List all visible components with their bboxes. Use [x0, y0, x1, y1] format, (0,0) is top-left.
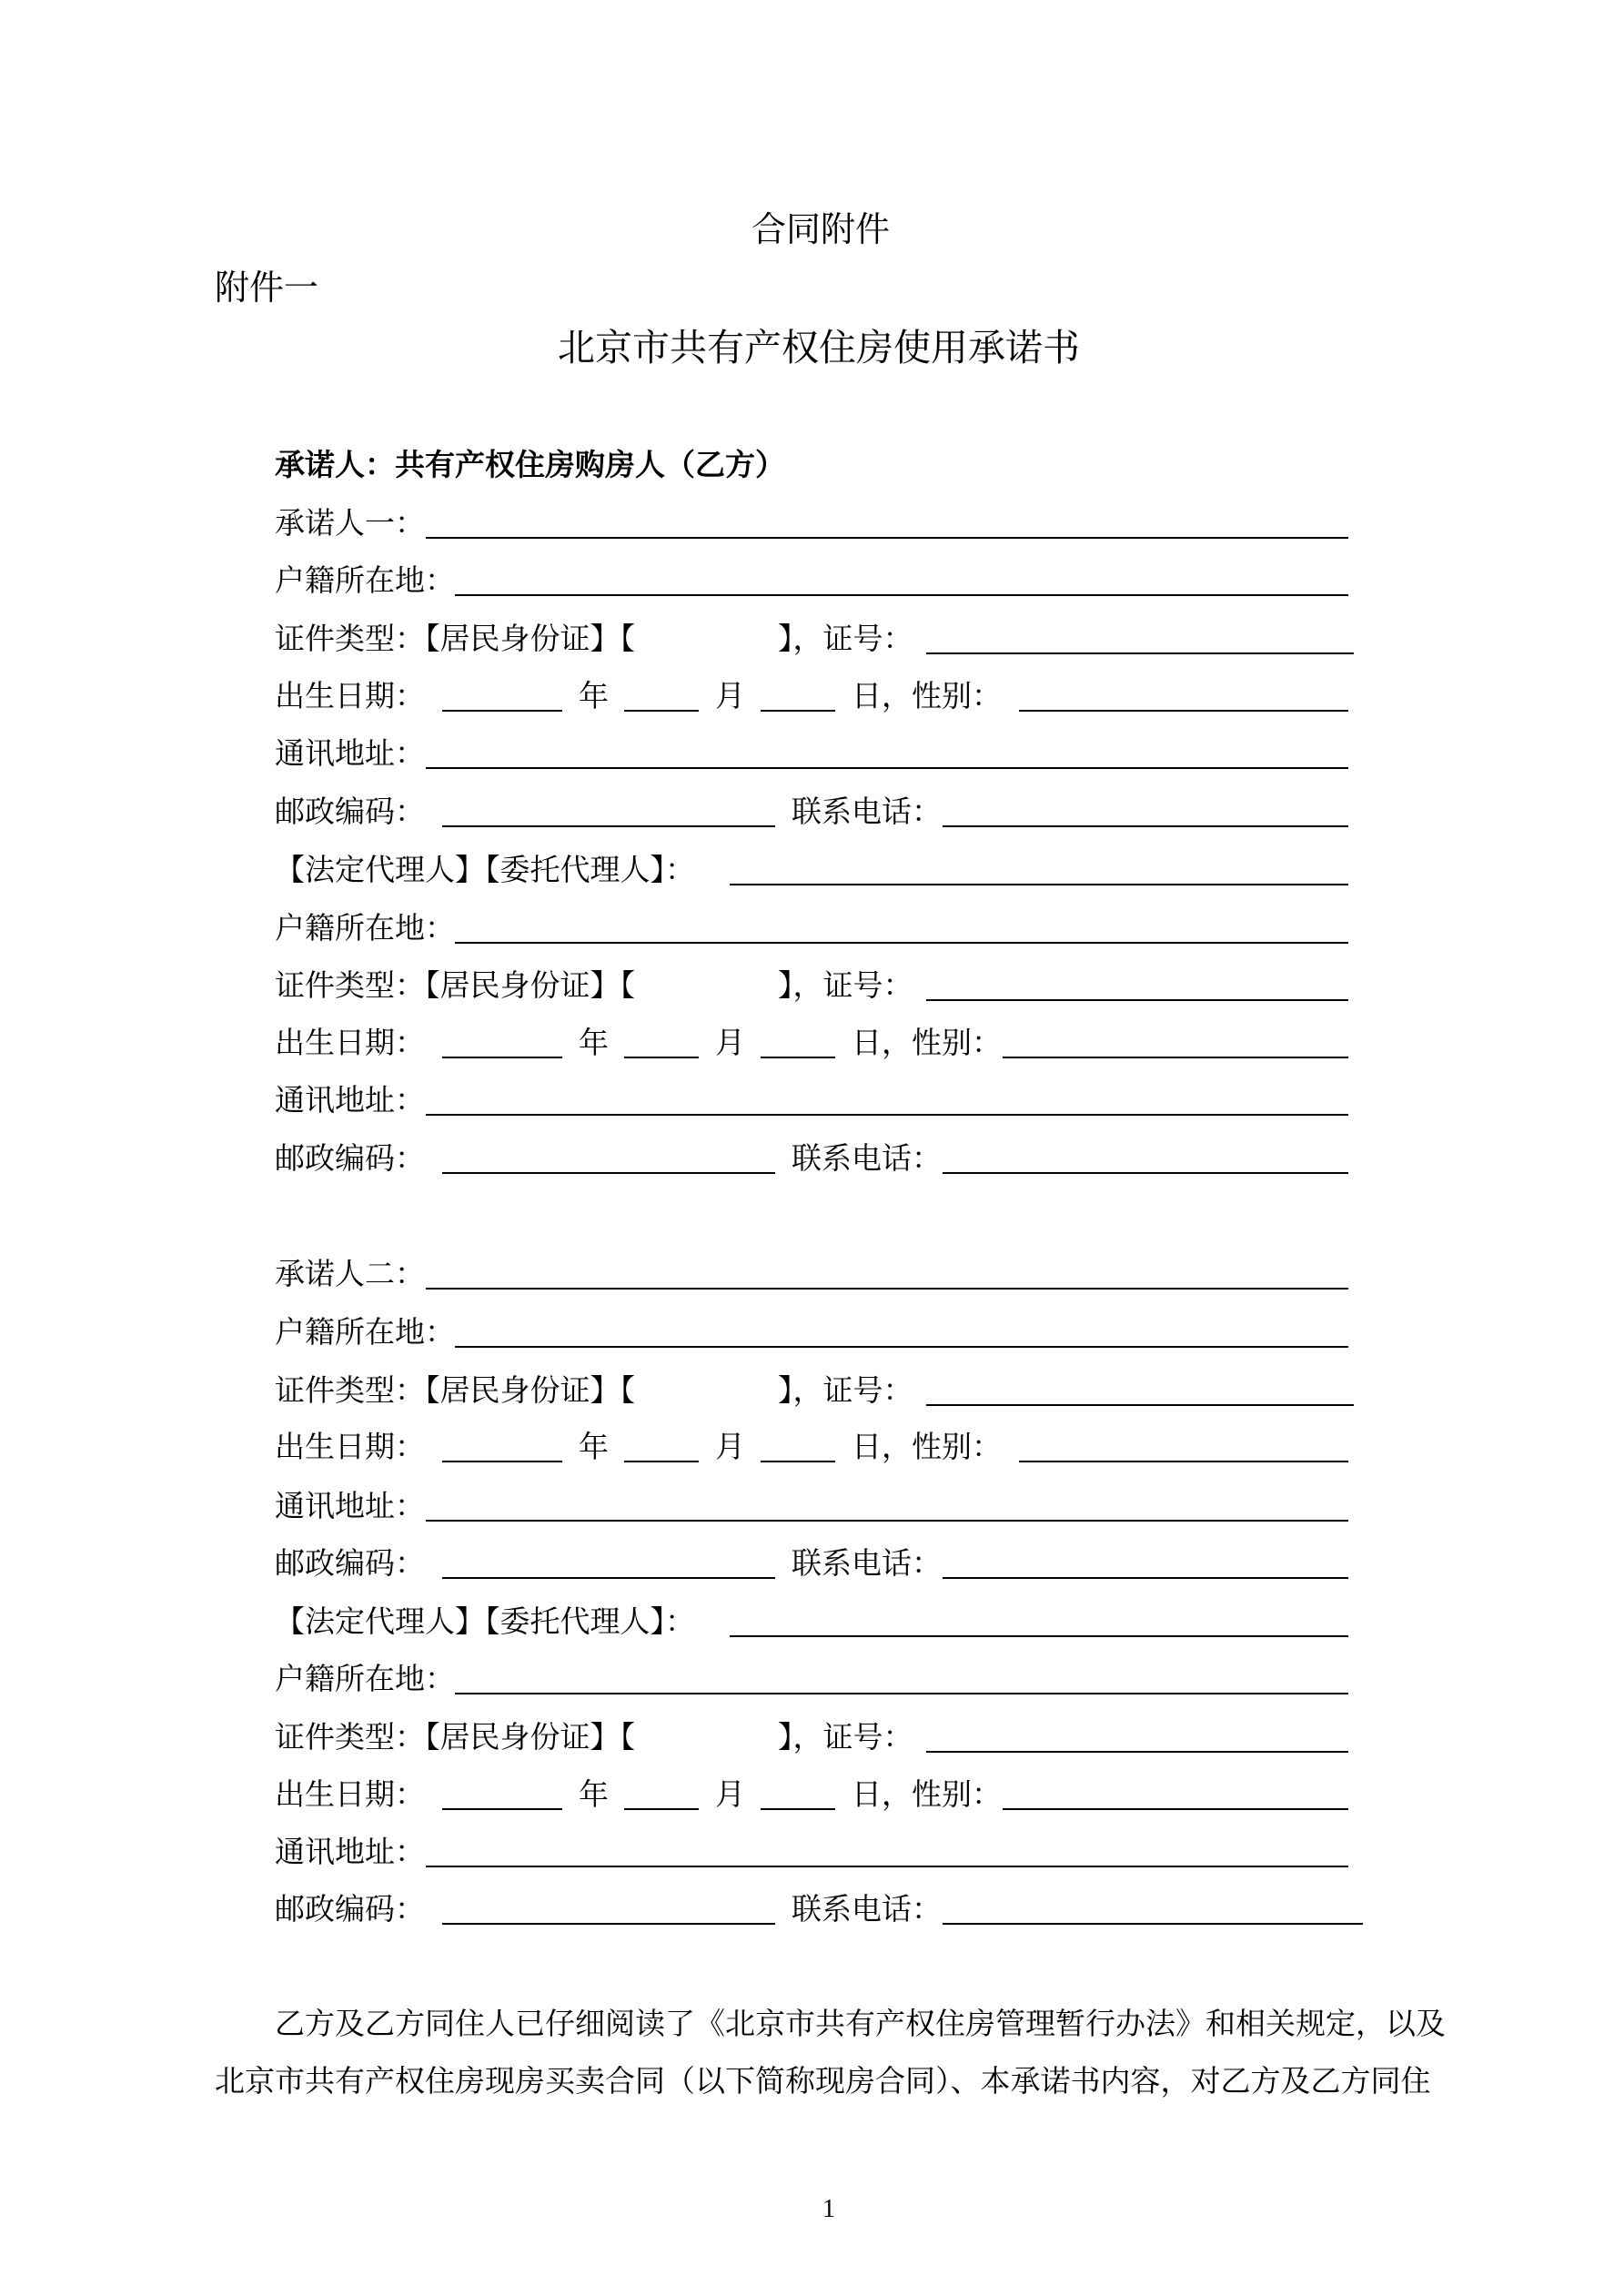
- promisor-one-birth-day-field[interactable]: [761, 710, 835, 712]
- promisor-two-id-number-field[interactable]: [926, 1404, 1354, 1406]
- promisor-heading: 承诺人：共有产权住房购房人（乙方）: [275, 447, 785, 482]
- promisor-one-postcode-field[interactable]: [442, 825, 775, 827]
- promisor-one-id-type-label: 证件类型：【居民身份证】【: [275, 621, 635, 656]
- header-title: 合同附件: [751, 209, 891, 249]
- promisor-one-agent-month-unit: 月: [715, 1025, 745, 1060]
- promisor-one-gender-field[interactable]: [1019, 710, 1348, 712]
- promisor-one-label: 承诺人一：: [275, 505, 425, 541]
- promisor-two-phone-label: 联系电话：: [792, 1545, 942, 1581]
- promisor-one-agent-huji-field[interactable]: [455, 942, 1348, 944]
- promisor-two-agent-birth-label: 出生日期：: [275, 1776, 425, 1812]
- promisor-one-huji-label: 户籍所在地：: [275, 562, 455, 598]
- promisor-one-agent-huji-label: 户籍所在地：: [275, 910, 455, 946]
- promisor-one-address-field[interactable]: [426, 767, 1348, 769]
- promisor-two-agent-gender-field[interactable]: [1003, 1808, 1348, 1810]
- promisor-two-phone-field[interactable]: [943, 1577, 1348, 1579]
- promisor-two-birth-month-field[interactable]: [624, 1461, 699, 1462]
- promisor-two-huji-label: 户籍所在地：: [275, 1314, 455, 1350]
- promisor-two-agent-postcode-field[interactable]: [442, 1923, 775, 1925]
- promisor-one-agent-address-label: 通讯地址：: [275, 1082, 425, 1118]
- promisor-two-agent-label: 【法定代理人】【委托代理人】：: [275, 1603, 695, 1639]
- promisor-one-agent-label: 【法定代理人】【委托代理人】：: [275, 852, 695, 887]
- promisor-one-agent-gender-field[interactable]: [1003, 1057, 1348, 1058]
- promisor-two-agent-huji-field[interactable]: [455, 1693, 1348, 1694]
- page-number: 1: [822, 2195, 835, 2223]
- promisor-two-agent-birth-month-field[interactable]: [624, 1808, 699, 1810]
- promisor-one-phone-label: 联系电话：: [792, 794, 942, 829]
- promisor-two-address-label: 通讯地址：: [275, 1488, 425, 1523]
- promisor-one-name-field[interactable]: [426, 537, 1348, 539]
- promisor-two-birth-day-field[interactable]: [761, 1461, 835, 1462]
- promisor-two-agent-birth-day-field[interactable]: [761, 1808, 835, 1810]
- promisor-two-label: 承诺人二：: [275, 1256, 425, 1291]
- promisor-two-id-number-label: 】，证号：: [778, 1372, 913, 1408]
- promisor-two-agent-year-unit: 年: [579, 1776, 609, 1812]
- promisor-one-agent-birth-day-field[interactable]: [761, 1057, 835, 1058]
- promisor-one-agent-postcode-label: 邮政编码：: [275, 1140, 425, 1176]
- promisor-two-agent-id-number-field[interactable]: [926, 1751, 1348, 1753]
- promisor-one-agent-phone-label: 联系电话：: [792, 1140, 942, 1176]
- main-title: 北京市共有产权住房使用承诺书: [558, 326, 1080, 369]
- promisor-one-agent-gender-label: 日，性别：: [852, 1025, 1002, 1060]
- promisor-two-huji-field[interactable]: [455, 1346, 1348, 1348]
- promisor-one-address-label: 通讯地址：: [275, 735, 425, 771]
- promisor-one-gender-label: 日，性别：: [852, 678, 1002, 713]
- promisor-two-agent-postcode-label: 邮政编码：: [275, 1891, 425, 1927]
- promisor-one-birth-label: 出生日期：: [275, 678, 425, 713]
- promisor-one-agent-id-type-label: 证件类型：【居民身份证】【: [275, 967, 635, 1003]
- promisor-two-agent-address-field[interactable]: [426, 1866, 1348, 1867]
- promisor-two-year-unit: 年: [579, 1429, 609, 1464]
- promisor-two-gender-label: 日，性别：: [852, 1429, 1002, 1464]
- promisor-one-id-number-label: 】，证号：: [778, 621, 913, 656]
- promisor-two-birth-year-field[interactable]: [442, 1461, 562, 1462]
- promisor-two-agent-id-type-label: 证件类型：【居民身份证】【: [275, 1719, 635, 1755]
- promisor-one-phone-field[interactable]: [943, 825, 1348, 827]
- promisor-one-agent-year-unit: 年: [579, 1025, 609, 1060]
- promisor-two-agent-month-unit: 月: [715, 1776, 745, 1812]
- promisor-two-agent-birth-year-field[interactable]: [442, 1808, 562, 1810]
- promisor-one-agent-birth-label: 出生日期：: [275, 1025, 425, 1060]
- promisor-one-year-unit: 年: [579, 678, 609, 713]
- promisor-two-agent-gender-label: 日，性别：: [852, 1776, 1002, 1812]
- promisor-one-agent-id-number-field[interactable]: [926, 999, 1348, 1001]
- promisor-one-agent-postcode-field[interactable]: [442, 1172, 775, 1174]
- promisor-one-id-number-field[interactable]: [926, 652, 1354, 654]
- promisor-two-id-type-label: 证件类型：【居民身份证】【: [275, 1372, 635, 1408]
- promisor-two-month-unit: 月: [715, 1429, 745, 1464]
- promisor-two-gender-field[interactable]: [1019, 1461, 1348, 1462]
- promisor-one-agent-birth-month-field[interactable]: [624, 1057, 699, 1058]
- promisor-two-agent-phone-field[interactable]: [943, 1923, 1363, 1925]
- promisor-one-agent-id-number-label: 】，证号：: [778, 967, 913, 1003]
- promisor-one-birth-year-field[interactable]: [442, 710, 562, 712]
- promisor-one-birth-month-field[interactable]: [624, 710, 699, 712]
- body-text-line-2: 北京市共有产权住房现房买卖合同（以下简称现房合同）、本承诺书内容，对乙方及乙方同住: [215, 2063, 1431, 2099]
- promisor-one-month-unit: 月: [715, 678, 745, 713]
- promisor-two-agent-huji-label: 户籍所在地：: [275, 1661, 455, 1696]
- promisor-two-address-field[interactable]: [426, 1520, 1348, 1522]
- annex-label: 附件一: [215, 268, 319, 308]
- promisor-two-agent-phone-label: 联系电话：: [792, 1891, 942, 1927]
- promisor-two-postcode-field[interactable]: [442, 1577, 775, 1579]
- promisor-two-birth-label: 出生日期：: [275, 1429, 425, 1464]
- body-text-line-1: 乙方及乙方同住人已仔细阅读了《北京市共有产权住房管理暂行办法》和相关规定，以及: [275, 2006, 1446, 2041]
- promisor-one-agent-field[interactable]: [730, 884, 1348, 885]
- promisor-one-agent-birth-year-field[interactable]: [442, 1057, 562, 1058]
- promisor-two-agent-id-number-label: 】，证号：: [778, 1719, 913, 1755]
- promisor-one-agent-phone-field[interactable]: [943, 1172, 1348, 1174]
- promisor-two-agent-field[interactable]: [730, 1635, 1348, 1637]
- promisor-one-agent-address-field[interactable]: [426, 1114, 1348, 1116]
- promisor-two-agent-address-label: 通讯地址：: [275, 1834, 425, 1869]
- promisor-two-name-field[interactable]: [426, 1288, 1348, 1290]
- promisor-one-postcode-label: 邮政编码：: [275, 794, 425, 829]
- promisor-two-postcode-label: 邮政编码：: [275, 1545, 425, 1581]
- promisor-one-huji-field[interactable]: [455, 594, 1348, 596]
